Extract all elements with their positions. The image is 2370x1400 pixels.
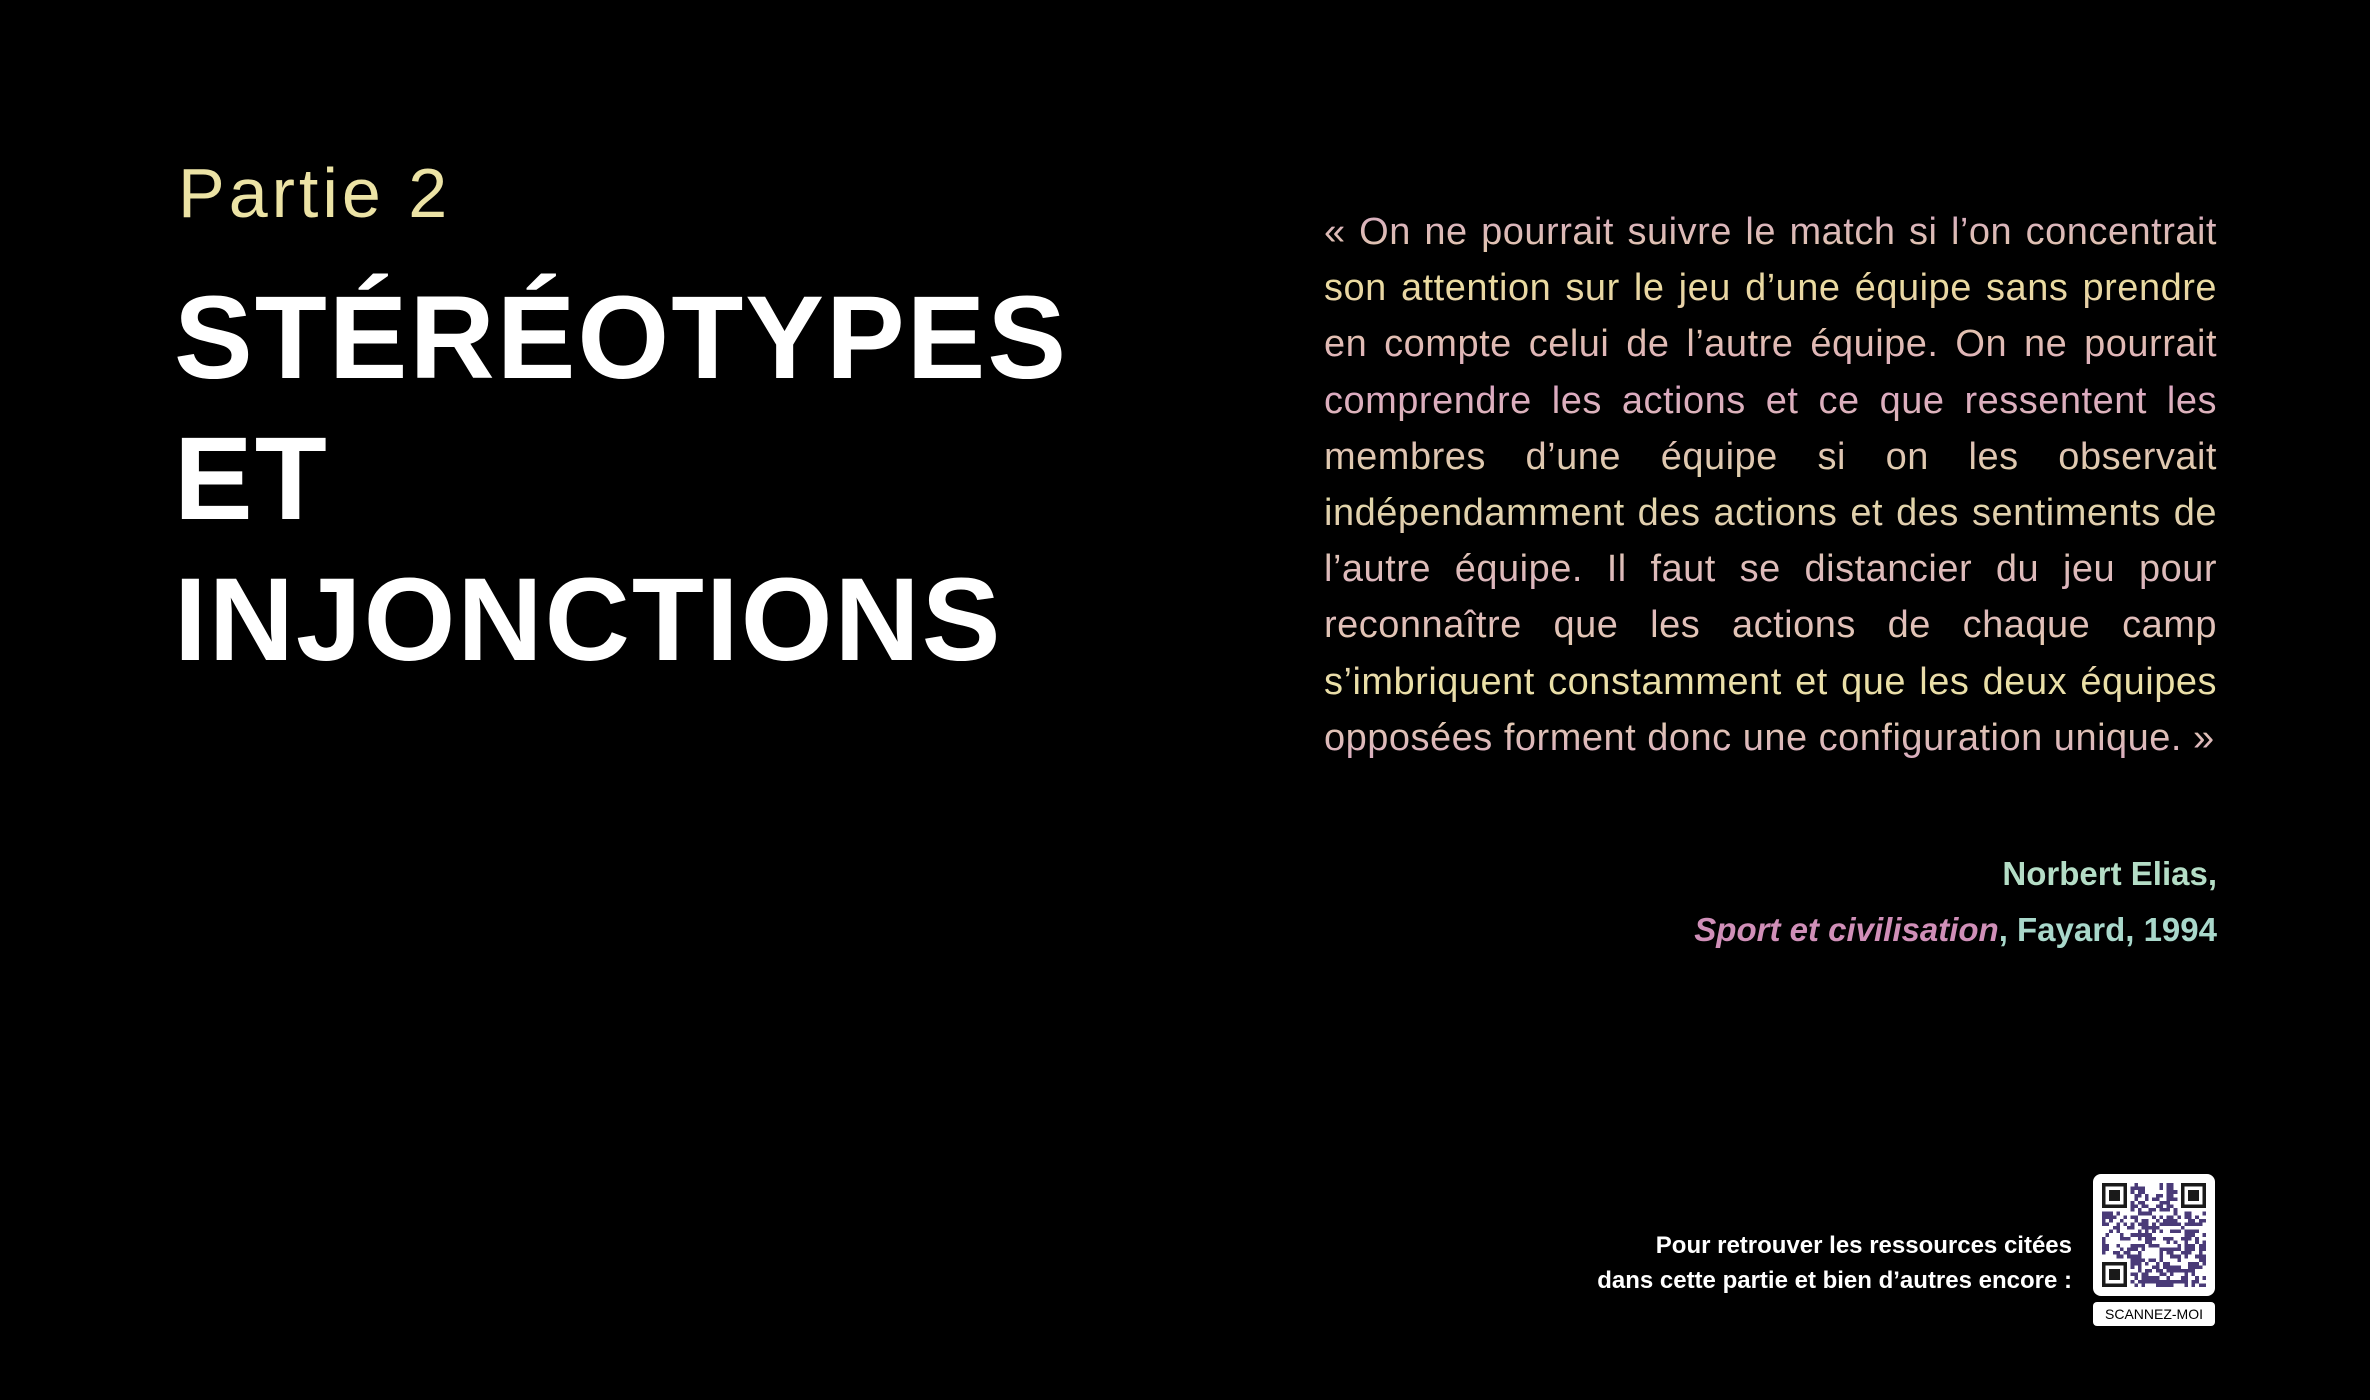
- resources-text-line-1: Pour retrouver les ressources citées: [1655, 1232, 2072, 1259]
- section-title-line-2: ET: [174, 413, 329, 545]
- quote-text: « On ne pourrait suivre le match si l’on concentrait son attention sur le jeu d’une équipe sans prendre en compte celui de l’autre équipe. On ne pourrait comprendre les actions et ce que ressentent les membres d’une équipe si on les observait indépendamment des actions et des sentiments de l’autre équipe. Il faut se distancier du jeu pour reconnaître que les actions de chaque camp s’imbriquent constamment et que les deux équipes opposées forment donc une configuration unique. »: [1324, 204, 2217, 766]
- quote-author: Norbert Elias,: [2002, 855, 2217, 892]
- qr-code-icon: [2102, 1183, 2206, 1287]
- resources-text: [1597, 1228, 2072, 1298]
- qr-caption: SCANNEZ-MOI: [2093, 1302, 2215, 1326]
- quote-attribution: [1694, 846, 2217, 958]
- section-title-line-1: STÉRÉOTYPES: [174, 272, 1069, 404]
- qr-code[interactable]: [2093, 1174, 2215, 1296]
- part-label: Partie 2: [178, 154, 452, 232]
- section-title-line-3: INJONCTIONS: [174, 554, 1003, 686]
- quote-work-title: Sport et civilisation: [1694, 911, 1999, 948]
- quote-source: [1694, 902, 2217, 958]
- section-title: [174, 268, 1068, 691]
- quote-publisher: , Fayard, 1994: [1998, 911, 2217, 948]
- resources-text-line-2: dans cette partie et bien d’autres encore :: [1597, 1267, 2072, 1294]
